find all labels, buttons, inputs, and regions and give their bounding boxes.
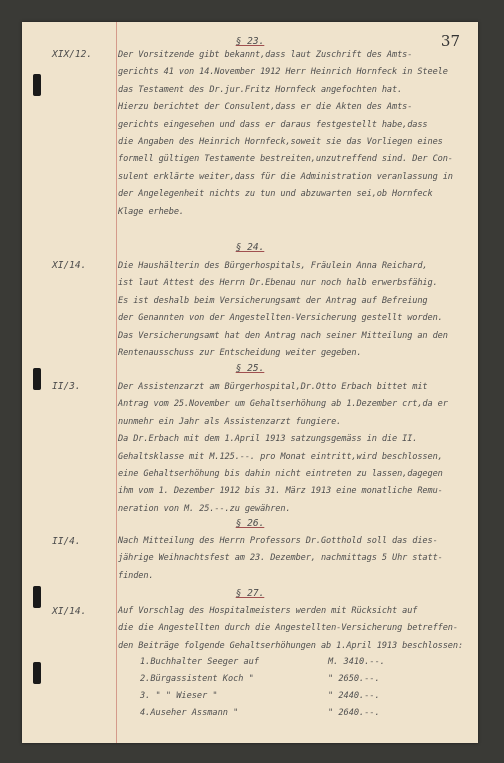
section-title: § 25. <box>235 363 265 374</box>
text-line: finden. <box>118 570 154 581</box>
text-line: der Genannten von der Angestellten-Versicherung gestellt worden. <box>118 313 443 324</box>
margin-line <box>116 22 117 743</box>
salary-row-name: 1.Buchhalter Seeger auf <box>140 657 259 667</box>
section-reference: II/3. <box>52 381 81 392</box>
text-line: gerichts 41 von 14.November 1912 Herr Heinrich Hornfeck in Steele <box>118 67 448 78</box>
text-line: gerichts eingesehen und dass er daraus festgestellt habe,dass <box>118 119 428 130</box>
text-line: der Angelegenheit nichts zu tun und abzuwarten sei,ob Hornfeck <box>118 189 433 200</box>
binder-hole-4 <box>33 662 41 684</box>
salary-row-name: 3. " " Wieser " <box>140 691 218 701</box>
section-reference: XIX/12. <box>52 49 93 60</box>
section-title: § 26. <box>235 518 265 529</box>
text-line: Nach Mitteilung des Herrn Professors Dr.Gotthold soll das dies- <box>118 536 438 546</box>
page-number: 37 <box>440 32 460 50</box>
binder-hole-1 <box>33 74 41 96</box>
text-line: neration von M. 25.--.zu gewähren. <box>118 503 291 514</box>
salary-row-name: 4.Auseher Assmann " <box>140 708 239 718</box>
text-line: ihm vom 1. Dezember 1912 bis 31. März 1913 eine monatliche Remu- <box>118 486 443 497</box>
text-line: Der Vorsitzende gibt bekannt,dass laut Zuschrift des Amts- <box>118 50 413 60</box>
salary-row-amount: " 2640.--. <box>328 708 380 718</box>
section-reference: XI/14. <box>52 606 87 617</box>
salary-row-amount: M. 3410.--. <box>328 657 385 667</box>
text-line: Klage erhebe. <box>118 206 184 217</box>
text-line: die die Angestellten durch die Angestellten-Versicherung betreffen- <box>118 623 458 634</box>
section-reference: II/4. <box>52 536 81 547</box>
text-line: sulent erklärte weiter,dass für die Administration veranlassung in <box>118 171 453 182</box>
text-line: Da Dr.Erbach mit dem 1.April 1913 satzungsgemäss in die II. <box>118 434 418 445</box>
section-title: § 23. <box>235 36 265 47</box>
section-title: § 27. <box>235 588 265 599</box>
text-line: Das Versicherungsamt hat den Antrag nach seiner Mitteilung an den <box>118 330 448 341</box>
text-line: formell gültigen Testamente bestreiten,unzutreffend sind. Der Con- <box>118 154 453 165</box>
document-page <box>22 22 478 743</box>
text-line: ist laut Attest des Herrn Dr.Ebenau nur noch halb erwerbsfähig. <box>118 278 438 289</box>
text-line: Die Haushälterin des Bürgerhospitals, Fräulein Anna Reichard, <box>118 261 428 271</box>
salary-row-amount: " 2650.--. <box>328 674 380 684</box>
text-line: Rentenausschuss zur Entscheidung weiter gegeben. <box>118 348 362 358</box>
text-line: nunmehr ein Jahr als Assistenzarzt fungiere. <box>118 416 342 427</box>
text-line: Der Assistenzarzt am Bürgerhospital,Dr.Otto Erbach bittet mit <box>118 382 428 392</box>
text-line: Antrag vom 25.November um Gehaltserhöhung ab 1.Dezember crt,da er <box>118 399 448 410</box>
section-title: § 24. <box>235 242 265 253</box>
text-line: die Angaben des Heinrich Hornfeck,soweit sie das Vorliegen eines <box>118 137 443 147</box>
section-reference: XI/14. <box>52 260 87 271</box>
text-line: den Beiträge folgende Gehaltserhöhungen ab 1.April 1913 beschlossen: <box>118 640 464 651</box>
text-line: Auf Vorschlag des Hospitalmeisters werden mit Rücksicht auf <box>118 606 418 616</box>
text-line: das Testament des Dr.jur.Fritz Hornfeck angefochten hat. <box>118 84 403 95</box>
salary-row-name: 2.Bürgassistent Koch " <box>140 674 254 684</box>
text-line: jährige Weihnachtsfest am 23. Dezember, nachmittags 5 Uhr statt- <box>118 553 443 564</box>
text-line: Hierzu berichtet der Consulent,dass er die Akten des Amts- <box>118 102 413 113</box>
text-line: Es ist deshalb beim Versicherungsamt der Antrag auf Befreiung <box>118 295 428 306</box>
salary-row-amount: " 2440.--. <box>328 691 380 701</box>
text-line: eine Gehaltserhöhung bis dahin nicht eintreten zu lassen,dagegen <box>118 469 443 479</box>
text-line: Gehaltsklasse mit M.125.--. pro Monat eintritt,wird beschlossen, <box>118 451 443 462</box>
